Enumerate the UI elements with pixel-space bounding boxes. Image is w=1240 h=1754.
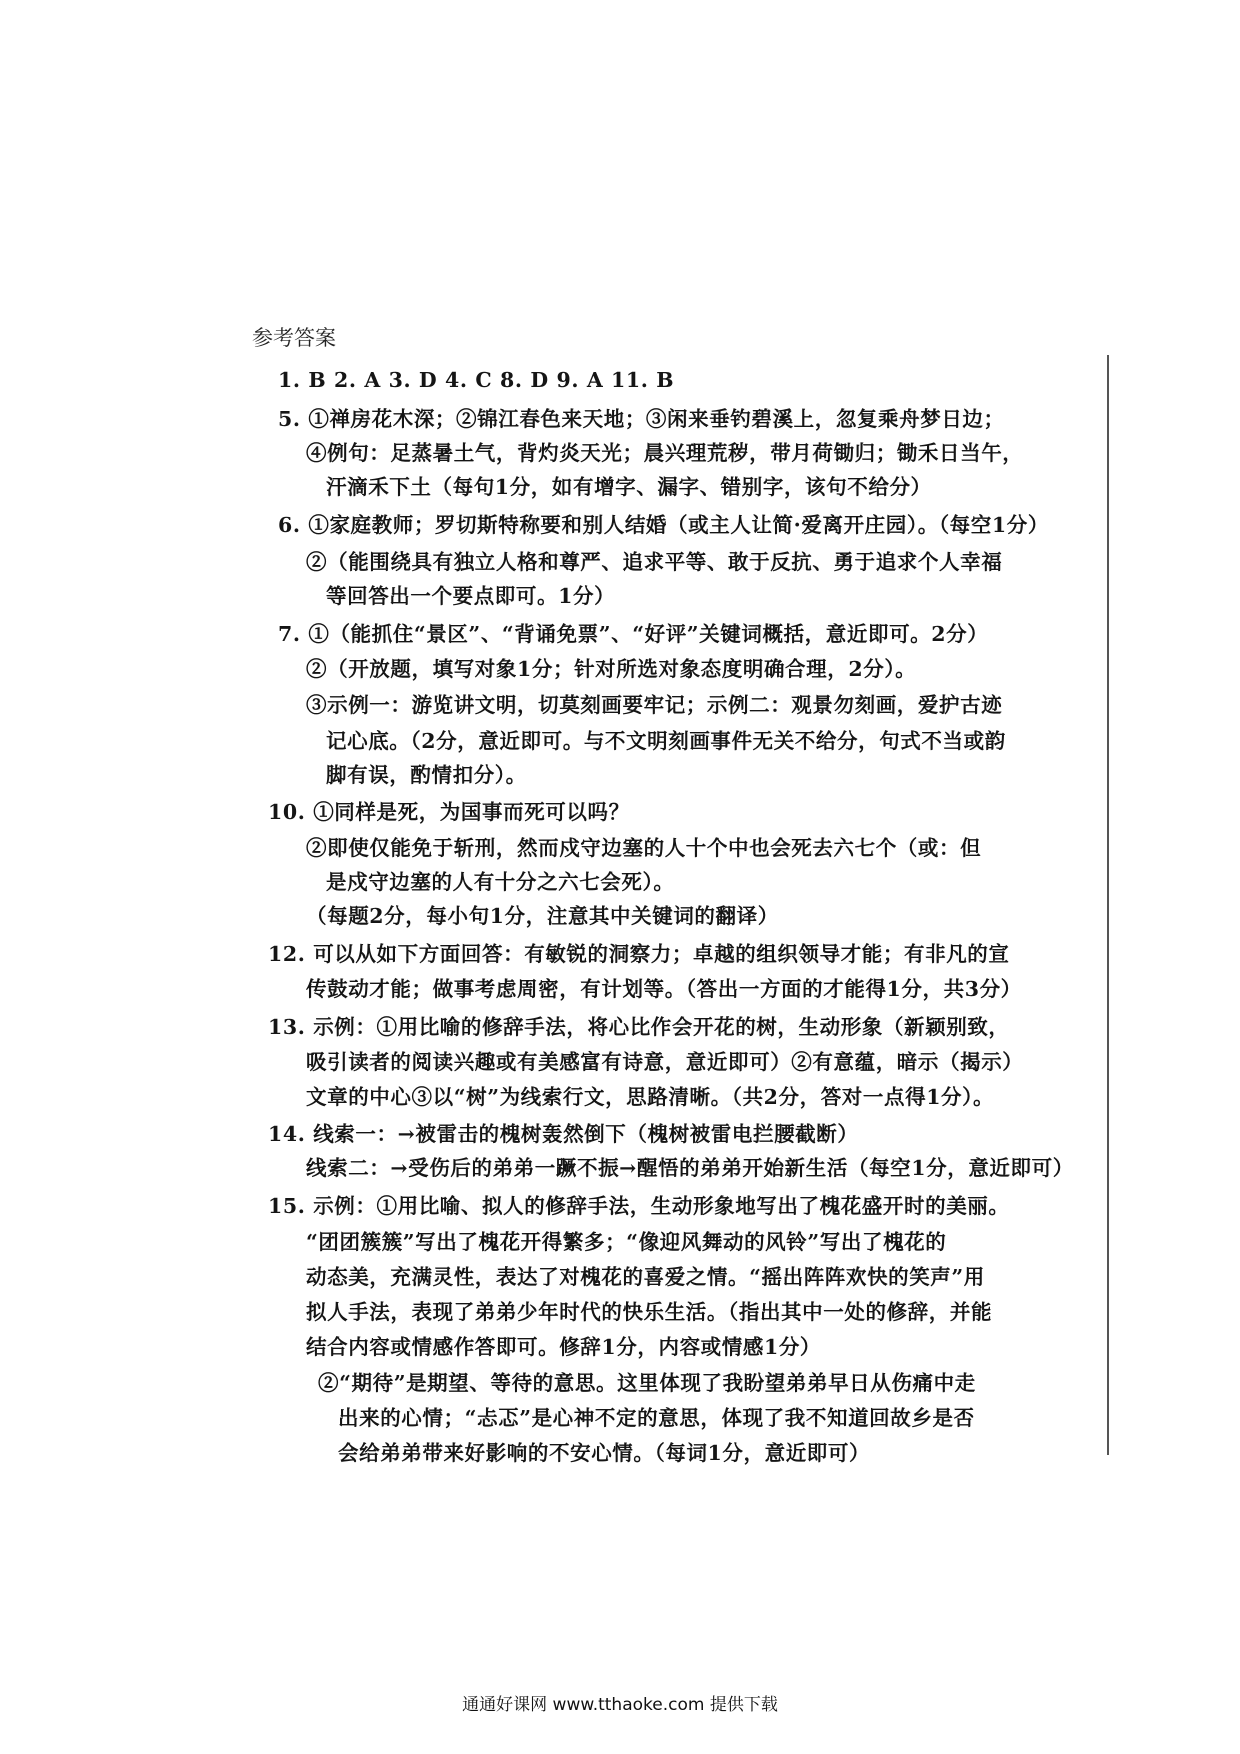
answer-line: ②（开放题，填写对象1分；针对所选对象态度明确合理，2分）。 — [306, 657, 917, 681]
answer-heading: 参考答案 — [252, 326, 336, 350]
answer-line: ②“期待”是期望、等待的意思。这里体现了我盼望弟弟早日从伤痛中走 — [318, 1371, 976, 1395]
answer-line: 出来的心情；“忐忑”是心神不定的意思，体现了我不知道回故乡是否 — [338, 1406, 975, 1430]
answer-line: 10. ①同样是死，为国事而死可以吗？ — [268, 800, 630, 824]
answer-line: 1. B 2. A 3. D 4. C 8. D 9. A 11. B — [278, 368, 675, 392]
answer-line: 7. ①（能抓住“景区”、“背诵免票”、“好评”关键词概括，意近即可。2分） — [278, 622, 989, 646]
answer-line: 12. 可以从如下方面回答：有敏锐的洞察力；卓越的组织领导才能；有非凡的宣 — [268, 942, 1010, 966]
answer-line: 14. 线索一：→被雷击的槐树轰然倒下（槐树被雷电拦腰截断） — [268, 1122, 859, 1146]
answer-line: 15. 示例：①用比喻、拟人的修辞手法，生动形象地写出了槐花盛开时的美丽。 — [268, 1194, 1010, 1218]
answer-line: 汗滴禾下土（每句1分，如有增字、漏字、错别字，该句不给分） — [326, 475, 932, 499]
answer-line: ②（能围绕具有独立人格和尊严、追求平等、敢于反抗、勇于追求个人幸福 — [306, 550, 1003, 574]
answer-line: 拟人手法，表现了弟弟少年时代的快乐生活。（指出其中一处的修辞，并能 — [306, 1300, 993, 1324]
answer-line: 会给弟弟带来好影响的不安心情。（每词1分，意近即可） — [338, 1441, 871, 1465]
answer-line: 线索二：→受伤后的弟弟一蹶不振→醒悟的弟弟开始新生活（每空1分，意近即可） — [306, 1156, 1074, 1180]
answer-line: 脚有误，酌情扣分）。 — [326, 763, 527, 787]
answer-line: （每题2分，每小句1分，注意其中关键词的翻译） — [306, 904, 779, 928]
answer-line: 13. 示例：①用比喻的修辞手法，将心比作会开花的树，生动形象（新颖别致， — [268, 1015, 1010, 1039]
answer-line: ④例句：足蒸暑土气，背灼炎天光；晨兴理荒秽，带月荷锄归；锄禾日当午， — [306, 441, 1024, 465]
answer-line: ②即使仅能免于斩刑，然而戍守边塞的人十个中也会死去六七个（或：但 — [306, 836, 982, 860]
answer-line: ③示例一：游览讲文明，切莫刻画要牢记；示例二：观景勿刻画，爱护古迹 — [306, 693, 1003, 717]
answer-line: 动态美，充满灵性，表达了对槐花的喜爱之情。“摇出阵阵欢快的笑声”用 — [306, 1265, 985, 1289]
answer-line: 文章的中心③以“树”为线索行文，思路清晰。（共2分，答对一点得1分）。 — [306, 1085, 995, 1109]
answer-line: 结合内容或情感作答即可。修辞1分，内容或情感1分） — [306, 1335, 822, 1359]
answer-line: 是戍守边塞的人有十分之六七会死）。 — [326, 870, 675, 894]
download-footer: 通通好课网 www.tthaoke.com 提供下载 — [462, 1695, 778, 1715]
answer-line: 吸引读者的阅读兴趣或有美感富有诗意，意近即可）②有意蕴，暗示（揭示） — [306, 1050, 1024, 1074]
answer-line: 等回答出一个要点即可。1分） — [326, 584, 616, 608]
answer-line: 5. ①禅房花木深；②锦江春色来天地；③闲来垂钓碧溪上，忽复乘舟梦日边； — [278, 407, 1005, 431]
answer-line: 传鼓动才能；做事考虑周密，有计划等。（答出一方面的才能得1分，共3分） — [306, 977, 1022, 1001]
answer-line: “团团簇簇”写出了槐花开得繁多；“像迎风舞动的风铃”写出了槐花的 — [306, 1230, 947, 1254]
answer-line: 6. ①家庭教师；罗切斯特称要和别人结婚（或主人让简·爱离开庄园）。（每空1分） — [278, 513, 1049, 537]
answer-line: 记心底。（2分，意近即可。与不文明刻画事件无关不给分，句式不当或韵 — [326, 729, 1006, 753]
